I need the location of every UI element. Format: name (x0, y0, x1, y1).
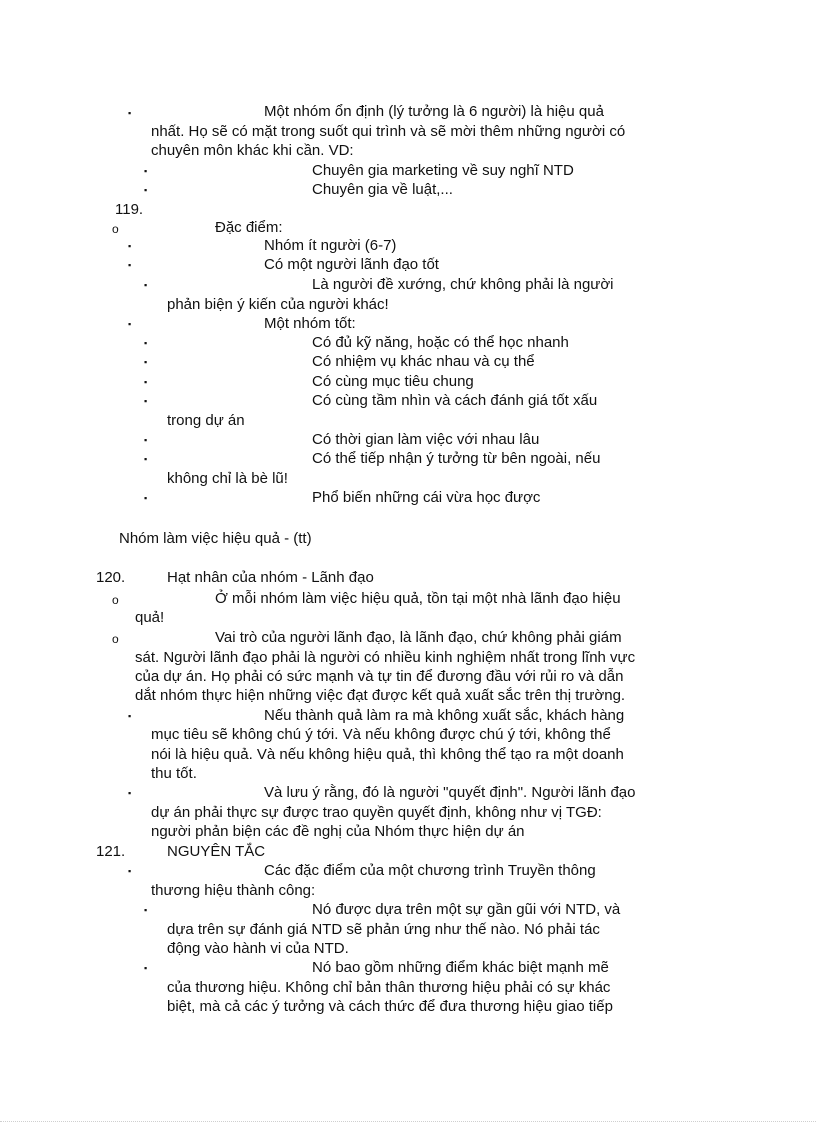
text-line: mục tiêu sẽ không chú ý tới. Và nếu không được chú ý tới, không thể (151, 726, 611, 743)
text-line: Vai trò của người lãnh đạo, là lãnh đạo, chứ không phải giám (215, 629, 622, 646)
text-line: sát. Người lãnh đạo phải là người có nhiều kinh nghiệm nhất trong lĩnh vực (135, 649, 636, 666)
section-number: 120. (96, 569, 126, 586)
text-line: Nhóm ít người (6-7) (264, 237, 397, 254)
bullet-square: ▪ (128, 711, 132, 721)
bullet-square: ▪ (144, 963, 148, 973)
text-line: biệt, mà cả các ý tưởng và cách thức để đưa thương hiệu giao tiếp (167, 998, 613, 1015)
bullet-square: ▪ (144, 396, 148, 406)
bullet-square: ▪ (144, 338, 148, 348)
text-line: Nó được dựa trên một sự gần gũi với NTD, và (312, 901, 621, 918)
text-line: Một nhóm ổn định (lý tưởng là 6 người) là hiệu quả (264, 103, 604, 120)
text-line: phản biện ý kiến của người khác! (167, 296, 389, 313)
bullet-square: ▪ (144, 905, 148, 915)
text-line: người phản biện các đề nghị của Nhóm thực hiện dự án (151, 823, 525, 840)
page-bottom-divider (0, 1121, 816, 1122)
section-heading: Hạt nhân của nhóm - Lãnh đạo (167, 569, 374, 586)
text-line: của thương hiệu. Không chỉ bản thân thương hiệu phải có sự khác (167, 979, 611, 996)
section-number: 121. (96, 843, 126, 860)
text-line: trong dự án (167, 412, 245, 429)
bullet-circle: o (112, 593, 119, 607)
text-line: Nếu thành quả làm ra mà không xuất sắc, khách hàng (264, 707, 625, 724)
text-line: nói là hiệu quả. Và nếu không hiệu quả, thì không thể tạo ra một doanh (151, 746, 624, 763)
bullet-square: ▪ (144, 454, 148, 464)
text-line: Có thời gian làm việc với nhau lâu (312, 431, 540, 448)
text-line: Một nhóm tốt: (264, 315, 356, 332)
section-number: 119. (115, 201, 144, 218)
text-line: Có cùng tầm nhìn và cách đánh giá tốt xấu (312, 392, 598, 409)
text-line: Có cùng mục tiêu chung (312, 373, 474, 390)
text-line: Có đủ kỹ năng, hoặc có thể học nhanh (312, 334, 569, 351)
bullet-square: ▪ (128, 108, 132, 118)
text-line: dắt nhóm thực hiện những việc đạt được kết quả xuất sắc trên thị trường. (135, 687, 626, 704)
text-line: Chuyên gia marketing về suy nghĩ NTD (312, 162, 574, 179)
text-line: thu tốt. (151, 765, 197, 782)
bullet-square: ▪ (144, 493, 148, 503)
bullet-square: ▪ (128, 241, 132, 251)
text-line: Phổ biến những cái vừa học được (312, 489, 541, 506)
text-line: Đặc điểm: (215, 219, 283, 236)
text-line: quả! (135, 609, 165, 626)
text-line: nhất. Họ sẽ có mặt trong suốt qui trình và sẽ mời thêm những người có (151, 123, 626, 140)
text-line: Có nhiệm vụ khác nhau và cụ thể (312, 353, 535, 370)
text-line: Chuyên gia về luật,... (312, 181, 453, 198)
text-line: dự án phải thực sự được trao quyền quyết định, không như vị TGĐ: (151, 804, 602, 821)
text-line: dựa trên sự đánh giá NTD sẽ phản ứng như thế nào. Nó phải tác (167, 921, 600, 938)
text-line: Có thể tiếp nhận ý tưởng từ bên ngoài, nếu (312, 450, 601, 467)
text-line: Nó bao gồm những điểm khác biệt mạnh mẽ (312, 959, 609, 976)
bullet-circle: o (112, 222, 119, 236)
bullet-circle: o (112, 632, 119, 646)
text-line: động vào hành vi của NTD. (167, 940, 349, 957)
bullet-square: ▪ (128, 260, 132, 270)
section-heading: Nhóm làm việc hiệu quả - (tt) (119, 530, 312, 547)
section-heading: NGUYÊN TẮC (167, 843, 266, 860)
text-line: thương hiệu thành công: (151, 882, 316, 899)
bullet-square: ▪ (128, 866, 132, 876)
text-line: Có một người lãnh đạo tốt (264, 256, 439, 273)
bullet-square: ▪ (144, 377, 148, 387)
bullet-square: ▪ (128, 788, 132, 798)
text-line: của dự án. Họ phải có sức mạnh và tự tin để đương đầu với rủi ro và dẫn (135, 668, 624, 685)
bullet-square: ▪ (144, 185, 148, 195)
bullet-square: ▪ (128, 319, 132, 329)
bullet-square: ▪ (144, 166, 148, 176)
text-line: Là người đề xướng, chứ không phải là người (312, 276, 614, 293)
bullet-square: ▪ (144, 435, 148, 445)
text-line: Các đặc điểm của một chương trình Truyền thông (264, 862, 596, 879)
bullet-square: ▪ (144, 357, 148, 367)
text-line: Và lưu ý rằng, đó là người "quyết định". Người lãnh đạo (264, 784, 636, 801)
text-line: không chỉ là bè lũ! (167, 470, 288, 487)
bullet-square: ▪ (144, 280, 148, 290)
text-line: Ở mỗi nhóm làm việc hiệu quả, tồn tại một nhà lãnh đạo hiệu (215, 590, 621, 607)
text-line: chuyên môn khác khi cần. VD: (151, 142, 354, 159)
